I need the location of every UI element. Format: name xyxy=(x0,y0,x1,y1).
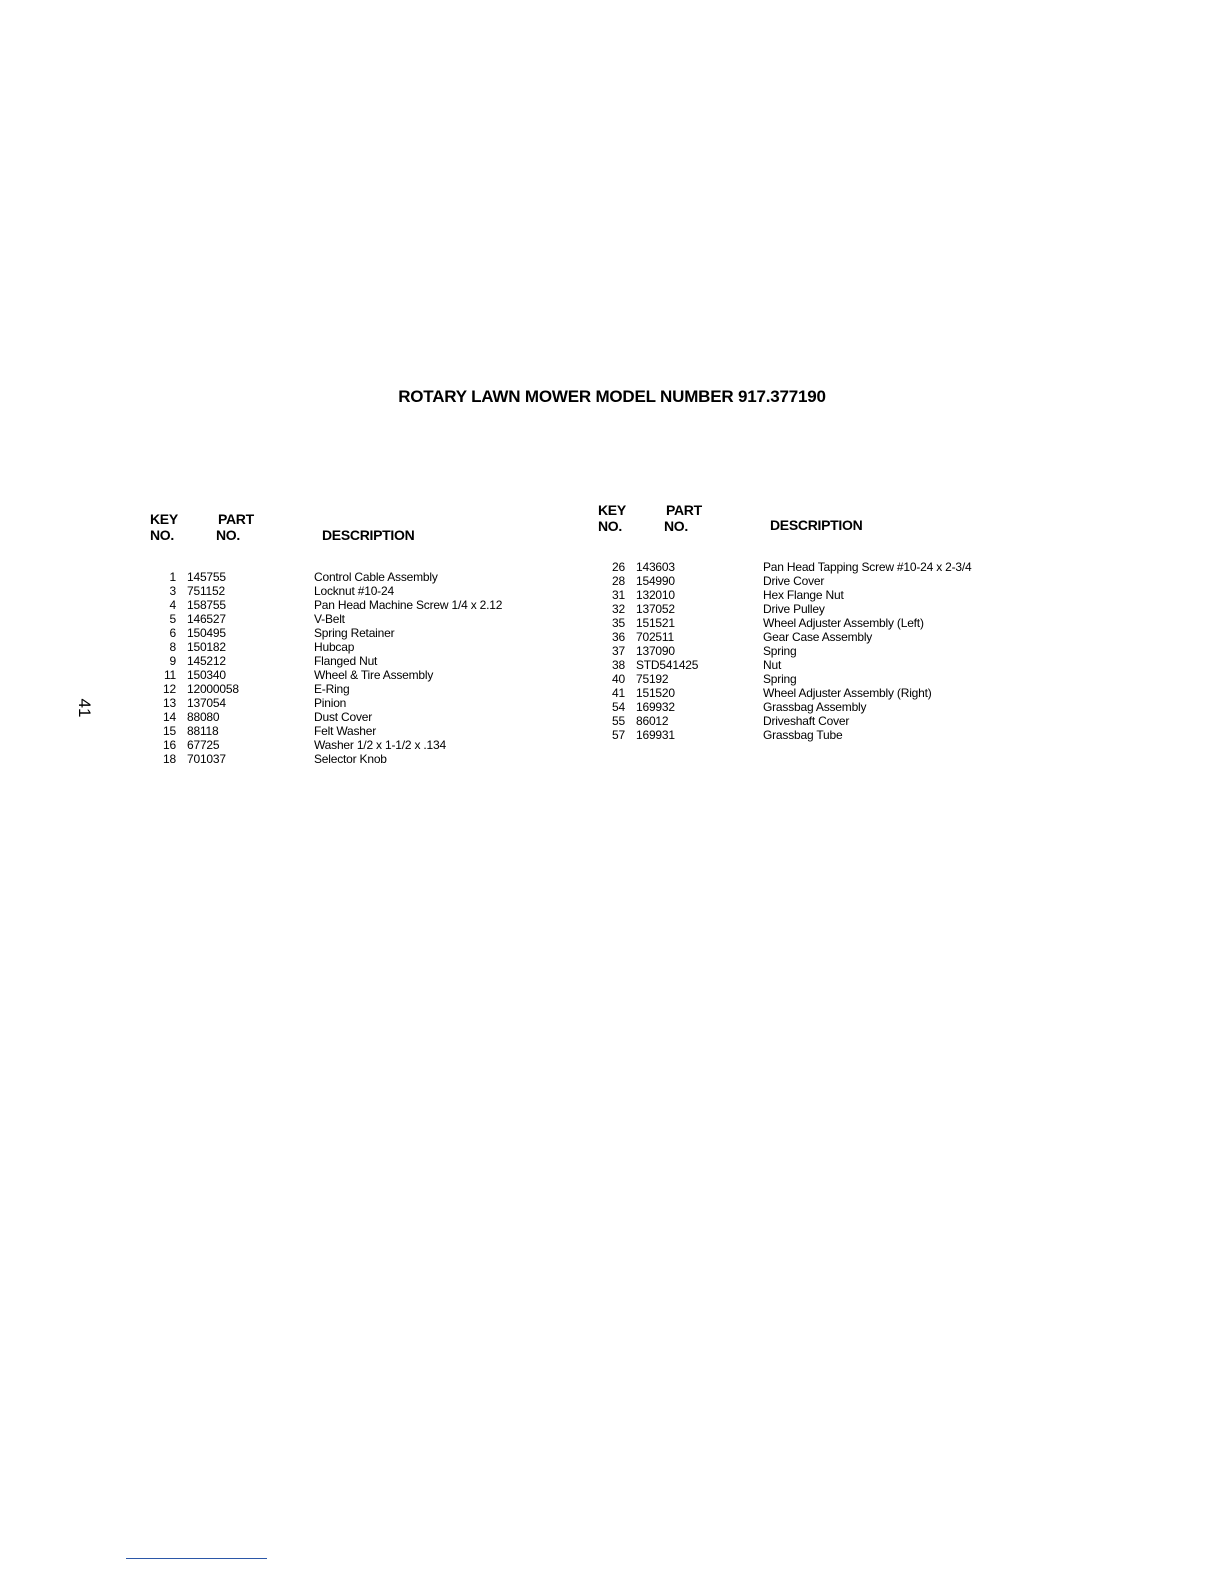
table-row xyxy=(589,686,1049,700)
right-part-header xyxy=(664,502,702,534)
right-part-header-line2: NO. xyxy=(664,518,688,534)
key-number: 28 xyxy=(612,574,625,588)
key-number: 31 xyxy=(612,588,625,602)
key-number: 4 xyxy=(169,598,176,612)
part-number: 143603 xyxy=(636,560,675,574)
part-number: 150495 xyxy=(187,626,226,640)
table-row xyxy=(589,588,1049,602)
part-description: Drive Pulley xyxy=(763,602,825,616)
key-number: 14 xyxy=(163,710,176,724)
part-description: Drive Cover xyxy=(763,574,825,588)
right-description-header: DESCRIPTION xyxy=(770,517,863,533)
table-row xyxy=(140,696,560,710)
left-part-header xyxy=(216,511,254,543)
part-number: 137052 xyxy=(636,602,675,616)
part-description: Wheel Adjuster Assembly (Right) xyxy=(763,686,932,700)
right-key-header xyxy=(598,502,626,534)
part-description: Hubcap xyxy=(314,640,355,654)
document-title: ROTARY LAWN MOWER MODEL NUMBER 917.377190 xyxy=(398,387,826,406)
table-row xyxy=(140,710,560,724)
table-row xyxy=(589,616,1049,630)
left-parts-list xyxy=(140,570,560,766)
part-description: Spring xyxy=(763,644,797,658)
key-number: 9 xyxy=(169,654,176,668)
table-row xyxy=(140,612,560,626)
table-row xyxy=(589,672,1049,686)
page-number: 41 xyxy=(75,698,94,718)
table-row xyxy=(589,630,1049,644)
left-key-header xyxy=(150,511,178,543)
part-number: 702511 xyxy=(636,630,674,644)
part-number: 169932 xyxy=(636,700,675,714)
part-description: Washer 1/2 x 1-1/2 x .134 xyxy=(314,738,446,752)
key-number: 16 xyxy=(163,738,176,752)
key-number: 35 xyxy=(612,616,625,630)
part-description: V-Belt xyxy=(314,612,345,626)
part-description: Pan Head Tapping Screw #10-24 x 2-3/4 xyxy=(763,560,972,574)
key-number: 36 xyxy=(612,630,625,644)
part-number: 150182 xyxy=(187,640,226,654)
table-row xyxy=(589,658,1049,672)
part-number: 12000058 xyxy=(187,682,239,696)
table-row xyxy=(140,724,560,738)
part-description: Dust Cover xyxy=(314,710,373,724)
left-part-header-line1: PART xyxy=(218,511,254,527)
part-description: Gear Case Assembly xyxy=(763,630,873,644)
key-number: 54 xyxy=(612,700,625,714)
key-number: 3 xyxy=(169,584,176,598)
part-number: 88118 xyxy=(187,724,219,738)
part-description: Flanged Nut xyxy=(314,654,378,668)
left-key-header-line1: KEY xyxy=(150,511,178,527)
table-row xyxy=(140,626,560,640)
key-number: 37 xyxy=(612,644,625,658)
key-number: 12 xyxy=(163,682,176,696)
table-row xyxy=(589,714,1049,728)
part-description: Selector Knob xyxy=(314,752,387,766)
part-number: 137090 xyxy=(636,644,675,658)
part-description: Wheel Adjuster Assembly (Left) xyxy=(763,616,924,630)
left-key-header-line2: NO. xyxy=(150,527,174,543)
part-number: 154990 xyxy=(636,574,675,588)
key-number: 55 xyxy=(612,714,625,728)
table-row xyxy=(589,728,1049,742)
key-number: 40 xyxy=(612,672,625,686)
part-description: Locknut #10-24 xyxy=(314,584,394,598)
table-row xyxy=(140,668,560,682)
table-row xyxy=(589,700,1049,714)
part-number: 701037 xyxy=(187,752,226,766)
key-number: 32 xyxy=(612,602,625,616)
part-number: 150340 xyxy=(187,668,226,682)
key-number: 41 xyxy=(612,686,625,700)
part-number: 132010 xyxy=(636,588,675,602)
table-row xyxy=(589,560,1049,574)
part-number: 86012 xyxy=(636,714,669,728)
part-description: Nut xyxy=(763,658,782,672)
key-number: 57 xyxy=(612,728,625,742)
part-description: Grassbag Tube xyxy=(763,728,843,742)
part-number: 158755 xyxy=(187,598,226,612)
part-number: 151520 xyxy=(636,686,675,700)
part-description: Pan Head Machine Screw 1/4 x 2.12 xyxy=(314,598,503,612)
key-number: 5 xyxy=(169,612,176,626)
key-number: 13 xyxy=(163,696,176,710)
part-number: 88080 xyxy=(187,710,220,724)
table-row xyxy=(140,640,560,654)
part-number: 67725 xyxy=(187,738,220,752)
part-description: Hex Flange Nut xyxy=(763,588,844,602)
key-number: 38 xyxy=(612,658,625,672)
part-number: 151521 xyxy=(636,616,675,630)
part-description: Driveshaft Cover xyxy=(763,714,850,728)
part-description: Spring xyxy=(763,672,797,686)
part-description: Spring Retainer xyxy=(314,626,395,640)
key-number: 1 xyxy=(169,570,176,584)
table-row xyxy=(140,682,560,696)
part-number: 145212 xyxy=(187,654,226,668)
part-number: 137054 xyxy=(187,696,226,710)
key-number: 18 xyxy=(163,752,176,766)
table-row xyxy=(140,738,560,752)
table-row xyxy=(589,644,1049,658)
part-description: E-Ring xyxy=(314,682,350,696)
part-number: 169931 xyxy=(636,728,675,742)
footer-divider xyxy=(126,1558,267,1559)
key-number: 6 xyxy=(169,626,176,640)
part-number: 751152 xyxy=(187,584,225,598)
table-row xyxy=(589,602,1049,616)
part-number: 75192 xyxy=(636,672,669,686)
key-number: 26 xyxy=(612,560,625,574)
left-description-header: DESCRIPTION xyxy=(322,527,415,543)
key-number: 8 xyxy=(169,640,176,654)
table-row xyxy=(140,654,560,668)
part-description: Wheel & Tire Assembly xyxy=(314,668,434,682)
part-description: Pinion xyxy=(314,696,347,710)
table-row xyxy=(140,598,560,612)
right-parts-list xyxy=(589,560,1049,742)
part-number: 145755 xyxy=(187,570,226,584)
table-row xyxy=(140,570,560,584)
table-row xyxy=(589,574,1049,588)
part-number: 146527 xyxy=(187,612,226,626)
key-number: 11 xyxy=(163,668,176,682)
part-description: Grassbag Assembly xyxy=(763,700,867,714)
part-description: Control Cable Assembly xyxy=(314,570,438,584)
right-part-header-line1: PART xyxy=(666,502,702,518)
part-number: STD541425 xyxy=(636,658,699,672)
left-part-header-line2: NO. xyxy=(216,527,240,543)
key-number: 15 xyxy=(163,724,176,738)
table-row xyxy=(140,752,560,766)
right-key-header-line2: NO. xyxy=(598,518,622,534)
table-row xyxy=(140,584,560,598)
right-key-header-line1: KEY xyxy=(598,502,626,518)
part-description: Felt Washer xyxy=(314,724,377,738)
